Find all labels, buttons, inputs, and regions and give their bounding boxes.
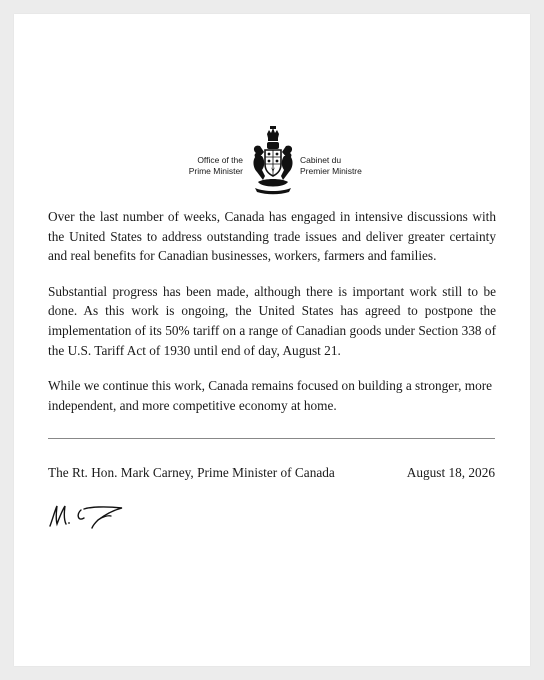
divider (48, 438, 495, 439)
paragraph-2: Substantial progress has been made, although there is important work still to be done. As this work is ongoing, the United States has agreed to postpone the implementation of its 50% tariff on a range of Canadian goods under Section 338 of the U.S. Tariff Act of 1930 until end of day, August 21. (48, 283, 496, 358)
office-fr-line-1: Cabinet du (300, 155, 342, 165)
signature-icon (48, 500, 124, 530)
coat-of-arms-icon (250, 126, 296, 196)
paragraph-3: While we continue this work, Canada remains focused on building a stronger, more independent, and more competitive economy at home. (48, 378, 493, 413)
office-name-french (300, 155, 362, 176)
letter-page (14, 14, 530, 666)
letterhead (14, 126, 530, 202)
paragraph-1: Over the last number of weeks, Canada has engaged in intensive discussions with the United States to address outstanding trade issues and deliver greater certainty and real benefits for Canadian businesses, workers, farmers and families. (48, 209, 496, 264)
date: August 18, 2026 (406, 465, 495, 480)
office-en-line-1: Office of the (197, 155, 243, 165)
signoff: The Rt. Hon. Mark Carney, Prime Minister of Canada (48, 465, 335, 480)
office-name-english (189, 155, 243, 176)
office-en-line-2: Prime Minister (188, 165, 243, 176)
office-fr-line-2: Premier Ministre (300, 165, 362, 176)
statement-body (48, 207, 496, 431)
